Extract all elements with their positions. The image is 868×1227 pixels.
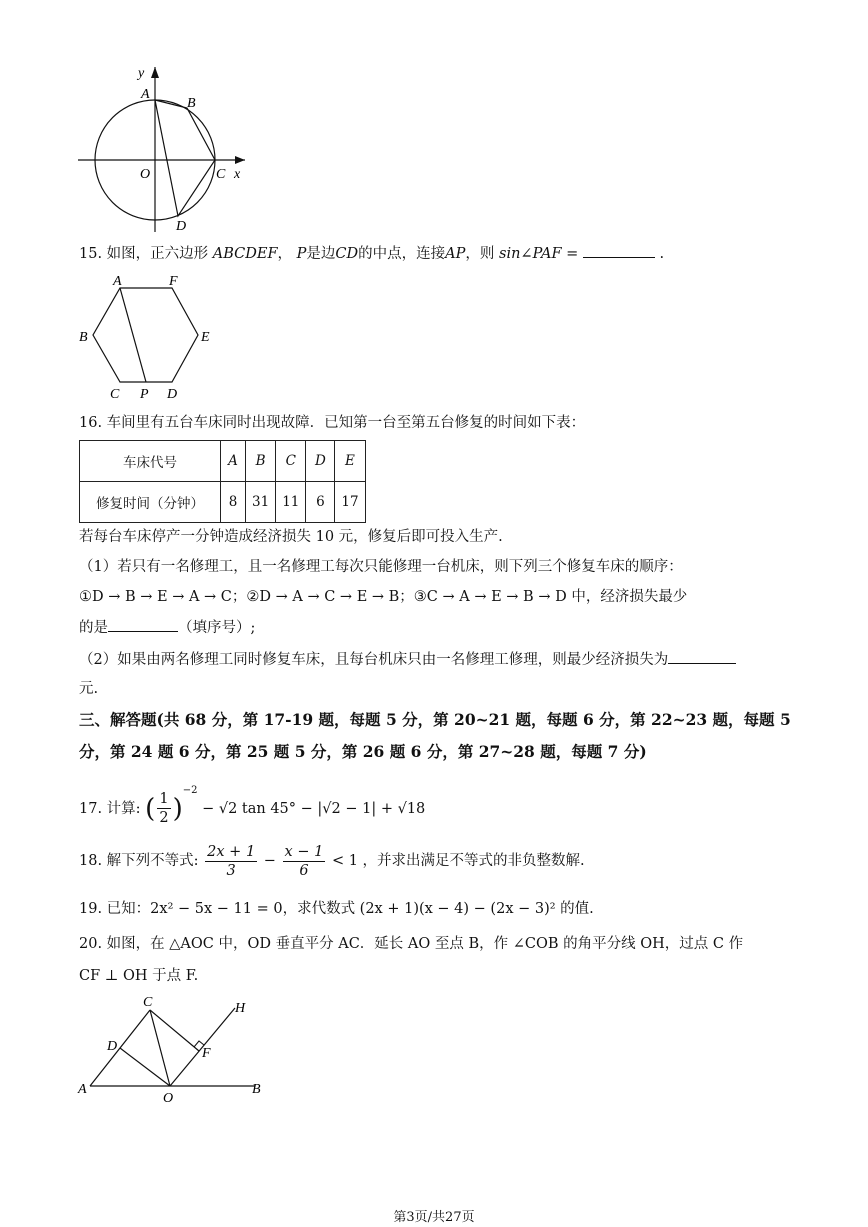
question-18: 18. 解下列不等式: $\frac{2x + 1}{3}$ − $\frac{x - 1}{6}$ < 1 ，并求出满足不等式的非负整数解. bbox=[79, 843, 585, 879]
answer-blank-16-2 bbox=[668, 649, 736, 664]
label-D: D bbox=[167, 387, 178, 402]
hexagon-figure bbox=[75, 270, 225, 405]
label-O: O bbox=[163, 1091, 174, 1105]
question-16-part1: （1）若只有一名修理工，且一名修理工每次只能修理一台机床，则下列三个修复车床的顺序： bbox=[79, 559, 683, 575]
section-3-heading-line2: 分，第 24 题 6 分，第 25 题 5 分，第 26 题 6 分，第 27~28 题，每题 7 分) bbox=[79, 742, 647, 761]
label-F: F bbox=[202, 1046, 211, 1061]
label-D: D bbox=[176, 219, 187, 234]
question-19: 19. 已知：2x² − 5x − 11 = 0，求代数式 (2x + 1)(x − 4) − (2x − 3)² 的值. bbox=[79, 901, 594, 917]
answer-blank-15 bbox=[583, 243, 655, 258]
label-F: F bbox=[169, 274, 178, 289]
label-B: B bbox=[79, 330, 88, 345]
question-20-line1: 20. 如图，在 △AOC 中，OD 垂直平分 AC．延长 AO 至点 B，作 ∠COB 的角平分线 OH，过点 C 作 bbox=[79, 936, 744, 952]
label-B: B bbox=[187, 96, 196, 111]
question-15: 15. 如图，正六边形 ABCDEF， P是边CD的中点，连接AP，则 sin∠PAF = . bbox=[79, 243, 664, 264]
question-16-loss: 若每台车床停产一分钟造成经济损失 10 元，修复后即可投入生产. bbox=[79, 529, 503, 545]
page-footer: 第3页/共27页 bbox=[393, 1210, 475, 1225]
label-C: C bbox=[110, 387, 120, 402]
label-B: B bbox=[252, 1082, 261, 1097]
question-17: 17. 计算: ( $\frac{1}{2}$ )$^{-2}$ − √2 tan 45° − |√2 − 1| + √18 bbox=[79, 785, 426, 827]
answer-blank-16-1 bbox=[108, 617, 178, 632]
label-H: H bbox=[235, 1001, 246, 1016]
triangle-figure bbox=[75, 990, 275, 1105]
label-C: C bbox=[216, 167, 226, 182]
question-16-part1-end: 的是 （填序号）; bbox=[79, 617, 255, 638]
label-A: A bbox=[113, 274, 122, 289]
table-row: 车床代号 A B C D E bbox=[80, 441, 366, 482]
label-C: C bbox=[143, 995, 153, 1010]
circle-figure bbox=[75, 62, 255, 237]
label-x: x bbox=[234, 167, 241, 182]
label-D: D bbox=[107, 1039, 118, 1054]
label-y: y bbox=[138, 66, 145, 81]
question-16-part2: （2）如果由两名修理工同时修复车床，且每台机床只由一名修理工修理，则最少经济损失为 bbox=[79, 649, 736, 670]
label-E: E bbox=[201, 330, 210, 345]
label-A: A bbox=[141, 87, 150, 102]
label-A: A bbox=[78, 1082, 87, 1097]
label-P: P bbox=[140, 387, 149, 402]
section-3-heading-line1: 三、解答题(共 68 分，第 17-19 题，每题 5 分，第 20~21 题，每题 6 分，第 22~23 题，每题 5 bbox=[79, 710, 791, 729]
question-16-orders: ①D → B → E → A → C；②D → A → C → E → B；③C → A → E → B → D 中，经济损失最少 bbox=[79, 589, 688, 605]
label-O: O bbox=[140, 167, 151, 182]
question-20-line2: CF ⊥ OH 于点 F. bbox=[79, 968, 199, 984]
question-16-intro: 16. 车间里有五台车床同时出现故障．已知第一台至第五台修复的时间如下表： bbox=[79, 415, 586, 431]
table-row: 修复时间（分钟） 8 31 11 6 17 bbox=[80, 482, 366, 523]
question-16-part2-end: 元. bbox=[79, 681, 99, 697]
repair-time-table bbox=[79, 440, 366, 523]
